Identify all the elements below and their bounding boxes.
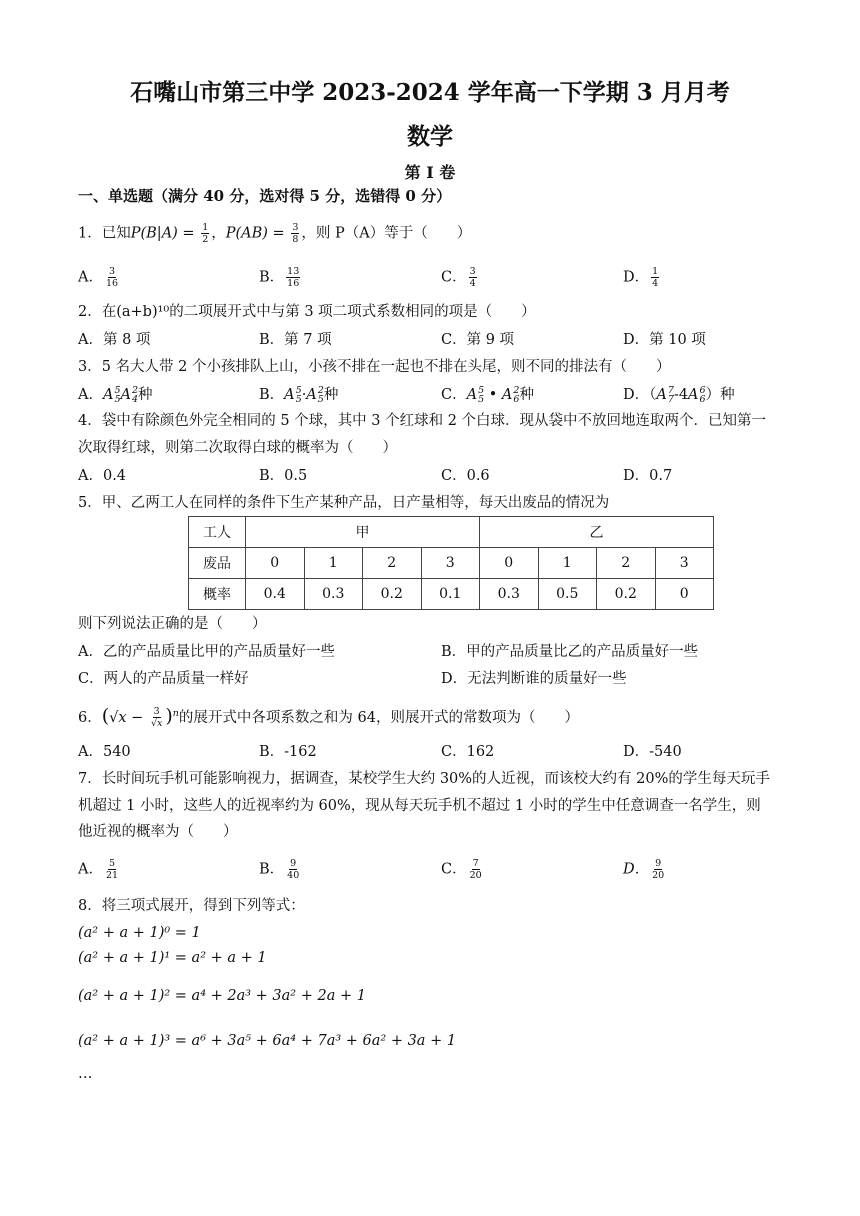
q1-fraction-2: $\frac{3}{8}$ — [292, 222, 299, 245]
table-cell: 0.2 — [363, 579, 422, 610]
q6-option-a: A．540 — [78, 744, 131, 760]
question-7-line-3: 他近视的概率为（ ） — [78, 824, 238, 840]
table-cell: 0.4 — [246, 579, 305, 610]
table-cell: 3 — [421, 548, 480, 579]
q1-expr2: P(AB) = — [225, 225, 285, 242]
q4-option-d: D．0.7 — [623, 468, 673, 484]
q1-suffix: ，则 P（A）等于（ ） — [301, 225, 472, 242]
table-cell: 1 — [304, 548, 363, 579]
q1-expr1: P(B|A) = — [130, 225, 195, 242]
q2-option-d: D．第 10 项 — [623, 332, 706, 348]
question-4-line-1: 4．袋中有除颜色外完全相同的 5 个球，其中 3 个红球和 2 个白球．现从袋中不放回地连取两个．已知第一 — [78, 413, 767, 429]
q5-option-d: D．无法判断谁的质量好一些 — [441, 671, 627, 687]
q8-equation-1: (a² + a + 1)¹ = a² + a + 1 — [78, 950, 267, 966]
q8-ellipsis: … — [78, 1066, 93, 1082]
q1-option-d: D． $\frac{1}{4}$ — [623, 266, 659, 289]
q4-option-a: A．0.4 — [78, 468, 127, 484]
table-cell: 废品 — [189, 548, 246, 579]
question-8: 8．将三项式展开，得到下列等式： — [78, 898, 305, 914]
q7-option-a: A． $\frac{5}{21}$ — [78, 858, 119, 881]
question-1 — [78, 222, 471, 245]
exam-title: 石嘴山市第三中学 2023-2024 学年高一下学期 3 月月考 — [130, 79, 730, 106]
question-7-line-1: 7．长时间玩手机可能影响视力，据调查，某校学生大约 30%的人近视，而该校大约有 20%的学生每天玩手 — [78, 771, 770, 787]
q4-option-c: C．0.6 — [441, 468, 490, 484]
question-7-line-2: 机超过 1 小时，这些人的近视率约为 60%，现从每天玩手机不超过 1 小时的学生中任意调查一名学生，则 — [78, 798, 761, 814]
q3-option-c: C．A 5 5 • A 2 6 种 — [441, 385, 534, 405]
section-heading: 一、单选题（满分 40 分，选对得 5 分，选错得 0 分） — [78, 187, 452, 205]
q1-fraction-1: $\frac{1}{2}$ — [202, 222, 209, 245]
q6-binomial: (√x − $\frac{3}{√x}$ )$^n$ — [101, 704, 179, 730]
q3-option-d: D．（A 7 7 -4A 6 6 ）种 — [623, 385, 735, 405]
q7-option-d: D． $\frac{9}{20}$ — [623, 858, 665, 881]
question-2: 2．在(a+b)¹⁰的二项展开式中与第 3 项二项式系数相同的项是（ ） — [78, 304, 536, 320]
table-header-yi: 乙 — [480, 517, 714, 548]
table-cell: 0.5 — [538, 579, 597, 610]
table-cell: 0.1 — [421, 579, 480, 610]
q1-option-b: B． $\frac{13}{16}$ — [259, 266, 300, 289]
q1-option-a: A． $\frac{3}{16}$ — [78, 266, 119, 289]
q1-prefix: 1．已知 — [78, 225, 131, 242]
q2-option-a: A．第 8 项 — [78, 332, 151, 348]
table-header-worker: 工人 — [189, 517, 246, 548]
table-cell: 1 — [538, 548, 597, 579]
table-header-jia: 甲 — [246, 517, 480, 548]
subject-title: 数学 — [407, 123, 453, 150]
q2-option-c: C．第 9 项 — [441, 332, 515, 348]
table-cell: 2 — [363, 548, 422, 579]
question-5-prompt: 则下列说法正确的是（ ） — [78, 616, 267, 632]
q5-option-c: C．两人的产品质量一样好 — [78, 671, 249, 687]
table-cell: 2 — [597, 548, 656, 579]
q2-option-b: B．第 7 项 — [259, 332, 332, 348]
q5-option-b: B．甲的产品质量比乙的产品质量好一些 — [441, 644, 699, 660]
q6-option-c: C．162 — [441, 744, 495, 760]
question-5: 5．甲、乙两工人在同样的条件下生产某种产品，日产量相等，每天出废品的情况为 — [78, 495, 610, 511]
q5-option-a: A．乙的产品质量比甲的产品质量好一些 — [78, 644, 335, 660]
table-cell: 0.2 — [597, 579, 656, 610]
q8-equation-2: (a² + a + 1)² = a⁴ + 2a³ + 3a² + 2a + 1 — [78, 988, 366, 1004]
q4-option-b: B．0.5 — [259, 468, 308, 484]
table-row — [189, 548, 714, 579]
volume-label: 第 I 卷 — [404, 163, 456, 182]
q8-equation-0: (a² + a + 1)⁰ = 1 — [78, 925, 201, 941]
q3-option-b: B．A 5 5 ·A 2 5 种 — [259, 385, 339, 405]
defect-table — [188, 516, 714, 610]
table-cell: 0.3 — [304, 579, 363, 610]
table-cell: 0.3 — [480, 579, 539, 610]
q7-option-b: B． $\frac{9}{40}$ — [259, 858, 300, 881]
table-cell: 0 — [655, 579, 714, 610]
table-row — [189, 517, 714, 548]
question-3: 3．5 名大人带 2 个小孩排队上山，小孩不排在一起也不排在头尾，则不同的排法有（ ） — [78, 359, 671, 375]
question-4-line-2: 次取得红球，则第二次取得白球的概率为（ ） — [78, 440, 397, 456]
table-cell: 3 — [655, 548, 714, 579]
q3-option-a: A．A 5 5 A 2 4 种 — [78, 385, 153, 405]
q6-option-d: D．-540 — [623, 744, 682, 760]
q1-option-c: C． $\frac{3}{4}$ — [441, 266, 476, 289]
q8-equation-3: (a² + a + 1)³ = a⁶ + 3a⁵ + 6a⁴ + 7a³ + 6a² + 3a + 1 — [78, 1033, 457, 1049]
q1-separator: ， — [211, 225, 226, 242]
question-6: 6．(√x − $\frac{3}{√x}$ )$^n$的展开式中各项系数之和为 64，则展开式的常数项为（ ） — [78, 704, 579, 730]
table-row — [189, 579, 714, 610]
table-cell: 概率 — [189, 579, 246, 610]
q6-option-b: B．-162 — [259, 744, 317, 760]
table-cell: 0 — [246, 548, 305, 579]
table-cell: 0 — [480, 548, 539, 579]
q7-option-c: C． $\frac{7}{20}$ — [441, 858, 482, 881]
